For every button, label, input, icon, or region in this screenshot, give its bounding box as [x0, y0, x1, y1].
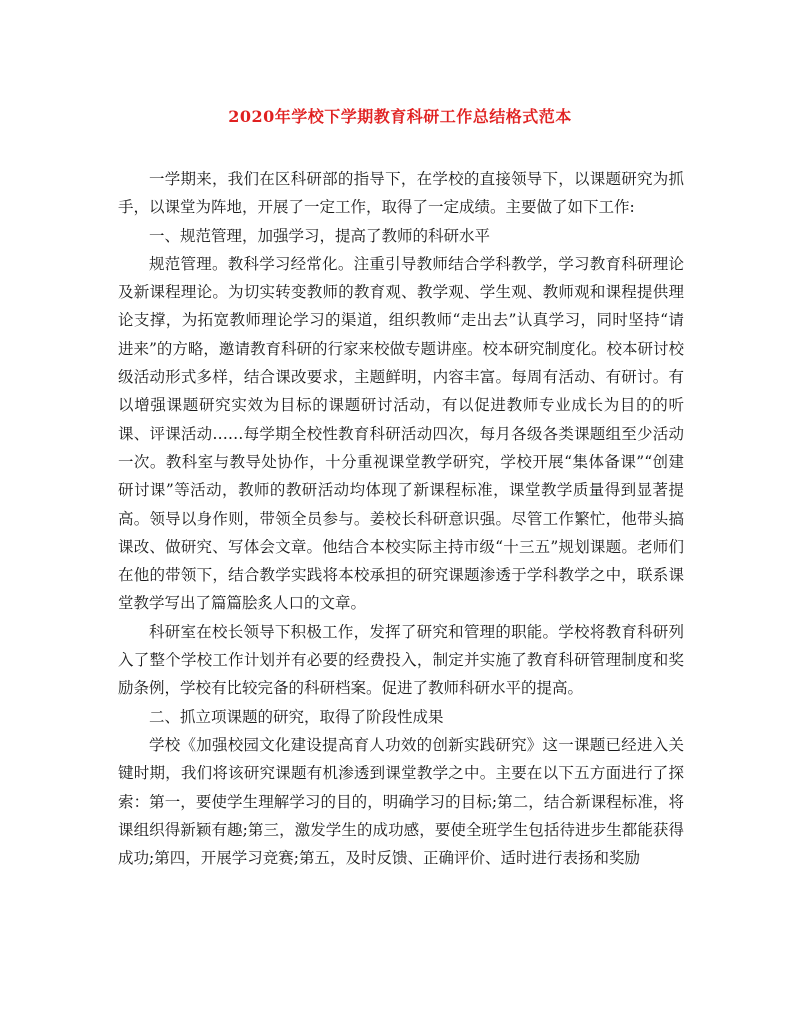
paragraph-intro: 一学期来，我们在区科研部的指导下，在学校的直接领导下，以课题研究为抓手，以课堂为阵地，开展了一定工作，取得了一定成绩。主要做了如下工作: [118, 170, 684, 217]
section-heading-2: 二、抓立项课题的研究，取得了阶段性成果 [149, 707, 444, 726]
document-body [118, 165, 684, 872]
paragraph-project: 学校《加强校园文化建设提高育人功效的创新实践研究》这一课题已经进入关键时期，我们将该研究课题有机渗透到课堂教学之中。主要在以下五方面进行了探索：第一，要使学生理解学习的目的，明确学习的目标;第二，结合新课程标准，将课组织得新颖有趣;第三，激发学生的成功感，要使全班学生包括待进步生都能获得成功;第四，开展学习竞赛;第五，及时反馈、正确评价、适时进行表扬和奖励 [118, 735, 684, 868]
document-title: 2020年学校下学期教育科研工作总结格式范本 [228, 107, 572, 126]
paragraph-management: 规范管理。教科学习经常化。注重引导教师结合学科教学，学习教育科研理论及新课程理论。为切实转变教师的教育观、教学观、学生观、教师观和课程提供理论支撑，为拓宽教师理论学习的渠道，组织教师“走出去”认真学习，同时坚持“请进来”的方略，邀请教育科研的行家来校做专题讲座。校本研究制度化。校本研讨校级活动形式多样，结合课改要求，主题鲜明，内容丰富。每周有活动、有研讨。有以增强课题研究实效为目标的课题研讨活动，有以促进教师专业成长为目的的听课、评课活动……每学期全校性教育科研活动四次，每月各级各类课题组至少活动一次。教科室与教导处协作，十分重视课堂教学研究，学校开展“集体备课”“创建研讨课”等活动，教师的教研活动均体现了新课程标准，课堂教学质量得到显著提高。领导以身作则，带领全员参与。姜校长科研意识强。尽管工作繁忙，他带头搞课改、做研究、写体会文章。他结合本校实际主持市级“十三五”规划课题。老师们在他的带领下，结合教学实践将本校承担的研究课题渗透于学科教学之中，联系课堂教学写出了篇篇脍炙人口的文章。 [118, 254, 684, 613]
section-heading-1: 一、规范管理，加强学习，提高了教师的科研水平 [149, 226, 491, 245]
paragraph-research-office: 科研室在校长领导下积极工作，发挥了研究和管理的职能。学校将教育科研列入了整个学校工作计划并有必要的经费投入，制定并实施了教育科研管理制度和奖励条例，学校有比较完备的科研档案。促进了教师科研水平的提高。 [118, 622, 684, 698]
